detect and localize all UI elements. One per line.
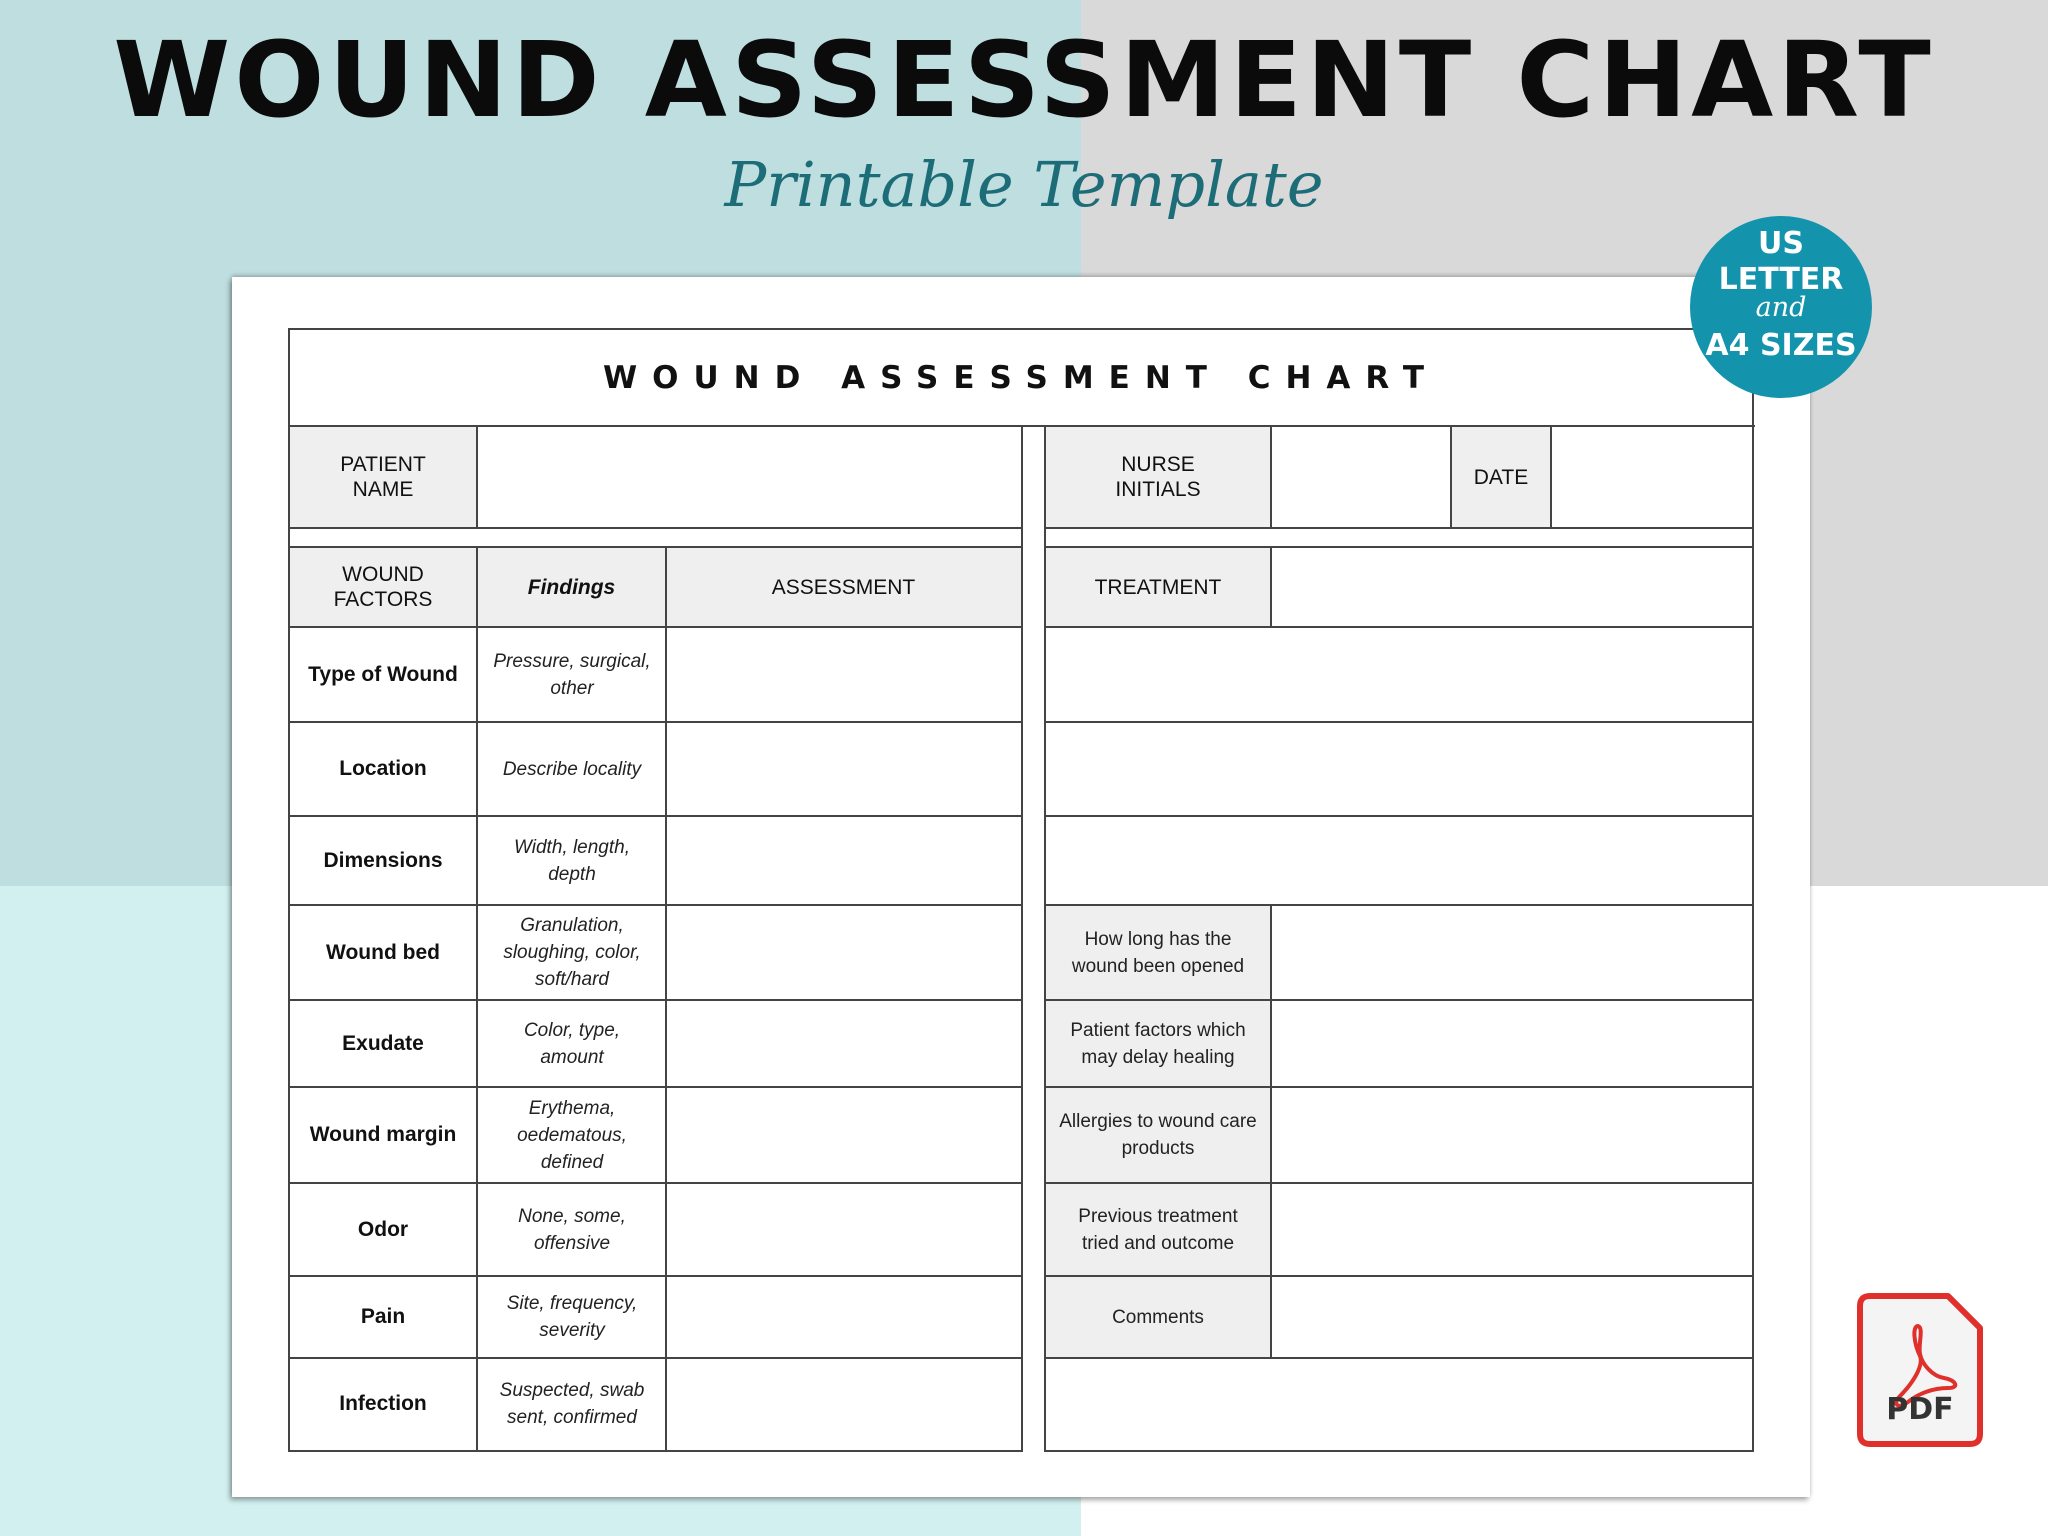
allergies-text: Allergies to wound care products	[1059, 1111, 1257, 1159]
findings-header	[477, 547, 666, 627]
row-line	[1044, 1182, 1754, 1184]
comments-extra-field[interactable]	[1045, 1358, 1753, 1450]
factor-odor: Odor	[357, 1217, 409, 1241]
date-field[interactable]	[1551, 426, 1753, 528]
page-title: WOUND ASSESSMENT CHART	[113, 19, 1935, 141]
treatment-field-2[interactable]	[1045, 722, 1753, 816]
finding-pain: Site, frequency, severity	[506, 1293, 638, 1341]
assessment-odor[interactable]	[666, 1183, 1021, 1276]
nurse-initials-field[interactable]	[1271, 426, 1451, 528]
assessment-header	[666, 547, 1021, 627]
col-line	[1450, 425, 1452, 528]
badge-line-4: A4 SIZES	[1705, 328, 1857, 363]
patient-factors-text: Patient factors which may delay healing	[1070, 1019, 1246, 1068]
row-line	[288, 815, 1023, 817]
col-line	[1270, 546, 1272, 627]
treatment-header-text: TREATMENT	[1094, 575, 1222, 599]
table-border-right	[1752, 328, 1754, 1452]
finding-wound-margin: Erythema, oedematous, defined	[517, 1097, 627, 1173]
row-line	[1044, 1357, 1754, 1359]
factor-wound-margin: Wound margin	[309, 1123, 457, 1146]
row-line	[1044, 721, 1754, 723]
page-subtitle: Printable Template	[724, 148, 1324, 221]
finding-exudate: Color, type, amount	[523, 1019, 621, 1068]
assessment-infection[interactable]	[666, 1358, 1021, 1450]
how-long-opened-field[interactable]	[1271, 905, 1753, 1000]
table-border-bottom-left	[288, 1450, 1023, 1452]
wound-factors-header-text: WOUND FACTORS	[333, 563, 433, 611]
treatment-field-3[interactable]	[1045, 816, 1753, 905]
col-line	[476, 425, 478, 528]
factor-infection: Infection	[339, 1392, 427, 1415]
form-title: WOUND ASSESSMENT CHART	[602, 359, 1440, 396]
row-line	[288, 626, 1023, 628]
assessment-type-of-wound[interactable]	[666, 627, 1021, 722]
badge-line-1: US	[1758, 226, 1804, 261]
badge-line-2: LETTER	[1718, 262, 1844, 297]
allergies-field[interactable]	[1271, 1087, 1753, 1183]
patient-name-label	[289, 426, 477, 528]
assessment-pain[interactable]	[666, 1276, 1021, 1358]
row-line	[288, 1182, 1023, 1184]
row-line	[1044, 815, 1754, 817]
assessment-dimensions[interactable]	[666, 816, 1021, 905]
row-line	[1044, 546, 1754, 548]
col-line	[1270, 425, 1272, 528]
date-label-text: DATE	[1473, 465, 1529, 489]
assessment-wound-bed[interactable]	[666, 905, 1021, 1000]
row-line	[288, 546, 1023, 548]
factor-wound-bed: Wound bed	[326, 940, 440, 964]
right-table-left-border	[1044, 425, 1046, 1452]
comments-label	[1045, 1276, 1271, 1358]
findings-header-text: Findings	[527, 575, 616, 599]
factor-pain: Pain	[360, 1305, 406, 1328]
finding-dimensions: Width, length, depth	[513, 836, 630, 885]
treatment-header	[1045, 547, 1271, 627]
row-line	[1044, 626, 1754, 628]
badge-line-3: and	[1755, 292, 1807, 323]
row-line	[1044, 527, 1754, 529]
col-line	[476, 546, 478, 1452]
nurse-initials-label-text: NURSE INITIALS	[1115, 453, 1201, 501]
row-line	[288, 904, 1023, 906]
patient-factors-label	[1045, 1000, 1271, 1087]
left-table-right-border	[1021, 425, 1023, 1452]
finding-location: Describe locality	[502, 758, 642, 780]
factor-dimensions: Dimensions	[323, 848, 443, 872]
wound-factors-header	[289, 547, 477, 627]
factor-location: Location	[339, 757, 427, 780]
assessment-location[interactable]	[666, 722, 1021, 816]
row-line	[288, 1275, 1023, 1277]
size-badge	[1690, 216, 1872, 398]
how-long-opened-label	[1045, 905, 1271, 1000]
assessment-exudate[interactable]	[666, 1000, 1021, 1087]
previous-treatment-field[interactable]	[1271, 1183, 1753, 1276]
nurse-initials-label	[1045, 426, 1271, 528]
finding-type-of-wound: Pressure, surgical, other	[493, 650, 651, 699]
treatment-field-1[interactable]	[1045, 627, 1753, 722]
col-line	[1550, 425, 1552, 528]
row-line	[288, 1086, 1023, 1088]
date-label	[1451, 426, 1551, 528]
table-border-left	[288, 328, 290, 1452]
factor-type-of-wound: Type of Wound	[308, 662, 458, 686]
finding-infection: Suspected, swab sent, confirmed	[499, 1380, 645, 1428]
row-line	[288, 721, 1023, 723]
table-border-bottom-right	[1044, 1450, 1754, 1452]
allergies-label	[1045, 1087, 1271, 1183]
comments-field[interactable]	[1271, 1276, 1753, 1358]
assessment-header-text: ASSESSMENT	[771, 575, 916, 599]
row-line	[1044, 999, 1754, 1001]
table-border-top	[288, 328, 1755, 330]
how-long-opened-text: How long has the wound been opened	[1071, 928, 1245, 977]
row-line	[1044, 904, 1754, 906]
factor-exudate: Exudate	[342, 1031, 424, 1055]
row-line	[288, 527, 1023, 529]
treatment-header-field[interactable]	[1271, 547, 1753, 627]
assessment-wound-margin[interactable]	[666, 1087, 1021, 1183]
finding-odor: None, some, offensive	[518, 1205, 626, 1254]
row-line	[288, 999, 1023, 1001]
finding-wound-bed: Granulation, sloughing, color, soft/hard	[503, 915, 641, 990]
col-line	[1270, 904, 1272, 1358]
pdf-label: PDF	[1886, 1392, 1954, 1427]
row-line	[1044, 1275, 1754, 1277]
patient-name-field[interactable]	[477, 426, 1021, 528]
previous-treatment-label	[1045, 1183, 1271, 1276]
patient-name-label-text: PATIENT NAME	[340, 453, 426, 501]
row-line	[288, 1357, 1023, 1359]
row-line	[1044, 1086, 1754, 1088]
previous-treatment-text: Previous treatment tried and outcome	[1078, 1205, 1238, 1254]
table-gutter	[1023, 427, 1044, 1453]
col-line	[665, 546, 667, 1452]
patient-factors-field[interactable]	[1271, 1000, 1753, 1087]
comments-text: Comments	[1112, 1306, 1204, 1328]
